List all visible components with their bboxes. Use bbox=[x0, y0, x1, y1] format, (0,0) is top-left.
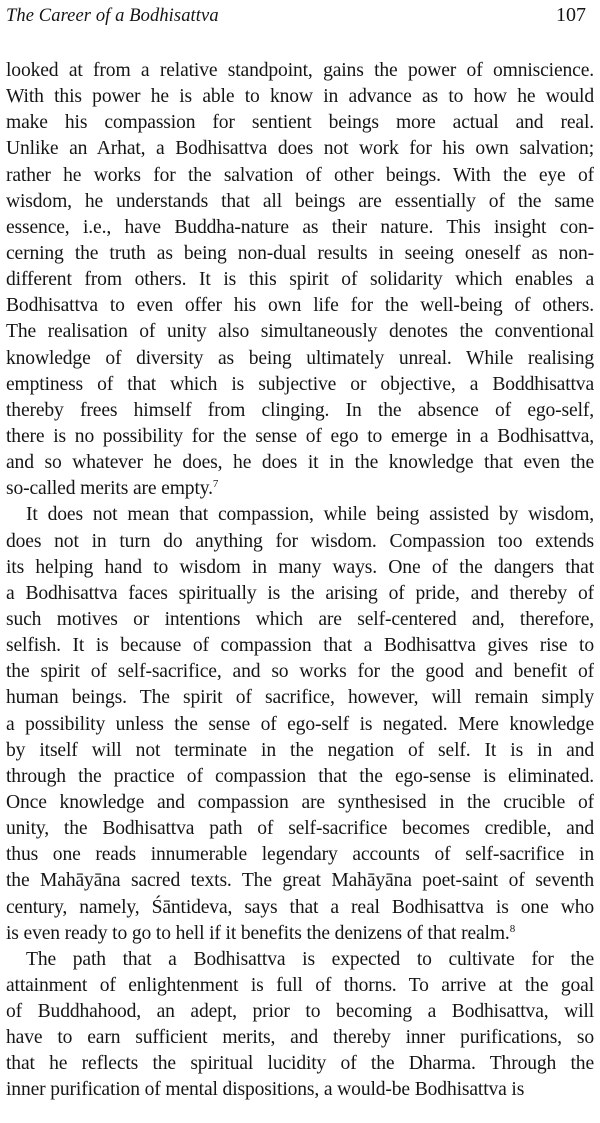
text-line bbox=[6, 659, 594, 685]
text-line bbox=[6, 607, 594, 633]
text-line bbox=[6, 372, 594, 398]
text-line bbox=[6, 633, 594, 659]
text-line bbox=[6, 424, 594, 450]
line-text: unity, the Bodhisattva path of self-sacrifice becomes credible, and bbox=[6, 818, 594, 840]
text-line bbox=[6, 1051, 594, 1077]
line-text: such motives or intentions which are self-centered and, therefore, bbox=[6, 608, 594, 630]
line-text: Unlike an Arhat, a Bodhisattva does not work for his own salvation; bbox=[6, 138, 594, 160]
line-text: the spirit of self-sacrifice, and so works for the good and benefit of bbox=[6, 661, 594, 683]
text-line bbox=[6, 450, 594, 476]
text-line bbox=[6, 842, 594, 868]
line-text: wisdom, he understands that all beings are essentially of the same bbox=[6, 190, 594, 212]
line-text: inner purification of mental dispositions, a would-be Bodhisattva is bbox=[6, 1079, 525, 1101]
text-line bbox=[6, 346, 594, 372]
line-text: the Mahāyāna sacred texts. The great Mahāyāna poet-saint of seventh bbox=[6, 870, 594, 892]
text-line bbox=[6, 738, 594, 764]
text-line bbox=[6, 267, 594, 293]
line-text: of Buddhahood, an adept, prior to becoming a Bodhisattva, will bbox=[6, 1001, 594, 1023]
line-text: essence, i.e., have Buddha-nature as their nature. This insight con- bbox=[6, 216, 594, 238]
line-text: looked at from a relative standpoint, gains the power of omniscience. bbox=[6, 60, 594, 81]
text-line bbox=[6, 136, 594, 162]
text-line bbox=[6, 712, 594, 738]
line-text: there is no possibility for the sense of ego to emerge in a Bodhisattva, bbox=[6, 425, 594, 447]
line-text: It does not mean that compassion, while being assisted by wisdom, bbox=[26, 504, 594, 526]
line-text: knowledge of diversity as being ultimately unreal. While realising bbox=[6, 347, 594, 369]
text-line bbox=[6, 1077, 594, 1103]
running-title: The Career of a Bodhisattva bbox=[6, 6, 219, 26]
line-text: and so whatever he does, he does it in the knowledge that even the bbox=[6, 452, 594, 474]
line-text: The path that a Bodhisattva is expected to cultivate for the bbox=[26, 948, 594, 970]
text-line bbox=[6, 502, 594, 528]
text-line bbox=[6, 816, 594, 842]
paragraph bbox=[6, 58, 594, 502]
line-text: a possibility unless the sense of ego-self is negated. Mere knowledge bbox=[6, 713, 594, 735]
running-head bbox=[6, 4, 586, 34]
text-line bbox=[6, 685, 594, 711]
line-text: different from others. It is this spirit of solidarity which enables a bbox=[6, 269, 594, 291]
line-text: so-called merits are empty. bbox=[6, 478, 213, 500]
text-line bbox=[6, 163, 594, 189]
line-text: a Bodhisattva faces spiritually is the arising of pride, and thereby of bbox=[6, 582, 594, 604]
text-line bbox=[6, 973, 594, 999]
text-line bbox=[6, 476, 594, 502]
line-text: that he reflects the spiritual lucidity of the Dharma. Through the bbox=[6, 1053, 594, 1075]
line-text: thereby frees himself from clinging. In the absence of ego-self, bbox=[6, 399, 594, 421]
text-line bbox=[6, 319, 594, 345]
line-text: Once knowledge and compassion are synthesised in the crucible of bbox=[6, 791, 594, 813]
text-line bbox=[6, 921, 594, 947]
line-text: century, namely, Śāntideva, says that a real Bodhisattva is one who bbox=[6, 896, 594, 918]
text-line bbox=[6, 999, 594, 1025]
text-line bbox=[6, 581, 594, 607]
text-line bbox=[6, 189, 594, 215]
line-text: does not in turn do anything for wisdom. Compassion too extends bbox=[6, 530, 594, 552]
text-line bbox=[6, 895, 594, 921]
paragraph bbox=[6, 502, 594, 946]
line-text: make his compassion for sentient beings more actual and real. bbox=[6, 112, 594, 134]
line-text: With this power he is able to know in advance as to how he would bbox=[6, 86, 594, 108]
body-text bbox=[6, 58, 594, 1104]
line-text: emptiness of that which is subjective or objective, a Boddhisattva bbox=[6, 373, 594, 395]
paragraph bbox=[6, 947, 594, 1104]
line-text: thus one reads innumerable legendary accounts of self-sacrifice in bbox=[6, 844, 594, 866]
footnote-marker[interactable]: 8 bbox=[509, 922, 516, 935]
line-text: by itself will not terminate in the negation of self. It is in and bbox=[6, 739, 594, 761]
line-text: Bodhisattva to even offer his own life for the well-being of others. bbox=[6, 295, 594, 317]
line-text: through the practice of compassion that the ego-sense is eliminated. bbox=[6, 765, 594, 787]
text-line bbox=[6, 764, 594, 790]
text-line bbox=[6, 868, 594, 894]
text-line bbox=[6, 398, 594, 424]
text-line bbox=[6, 293, 594, 319]
line-text: cerning the truth as being non-dual results in seeing oneself as non- bbox=[6, 242, 594, 264]
text-line bbox=[6, 84, 594, 110]
footnote-marker[interactable]: 7 bbox=[212, 478, 219, 491]
line-text: selfish. It is because of compassion that a Bodhisattva gives rise to bbox=[6, 635, 594, 657]
line-text: its helping hand to wisdom in many ways. One of the dangers that bbox=[6, 556, 594, 578]
text-line bbox=[6, 58, 594, 84]
line-text: have to earn sufficient merits, and thereby inner purifications, so bbox=[6, 1027, 594, 1049]
text-line bbox=[6, 241, 594, 267]
text-line bbox=[6, 790, 594, 816]
text-line bbox=[6, 215, 594, 241]
line-text: attainment of enlightenment is full of thorns. To arrive at the goal bbox=[6, 974, 594, 996]
page-number: 107 bbox=[556, 4, 586, 26]
text-line bbox=[6, 110, 594, 136]
text-line bbox=[6, 555, 594, 581]
line-text: The realisation of unity also simultaneously denotes the conventional bbox=[6, 321, 594, 343]
text-line bbox=[6, 947, 594, 973]
text-line bbox=[6, 529, 594, 555]
line-text: rather he works for the salvation of other beings. With the eye of bbox=[6, 164, 594, 186]
text-line bbox=[6, 1025, 594, 1051]
line-text: human beings. The spirit of sacrifice, however, will remain simply bbox=[6, 687, 594, 709]
line-text: is even ready to go to hell if it benefits the denizens of that realm. bbox=[6, 922, 510, 944]
